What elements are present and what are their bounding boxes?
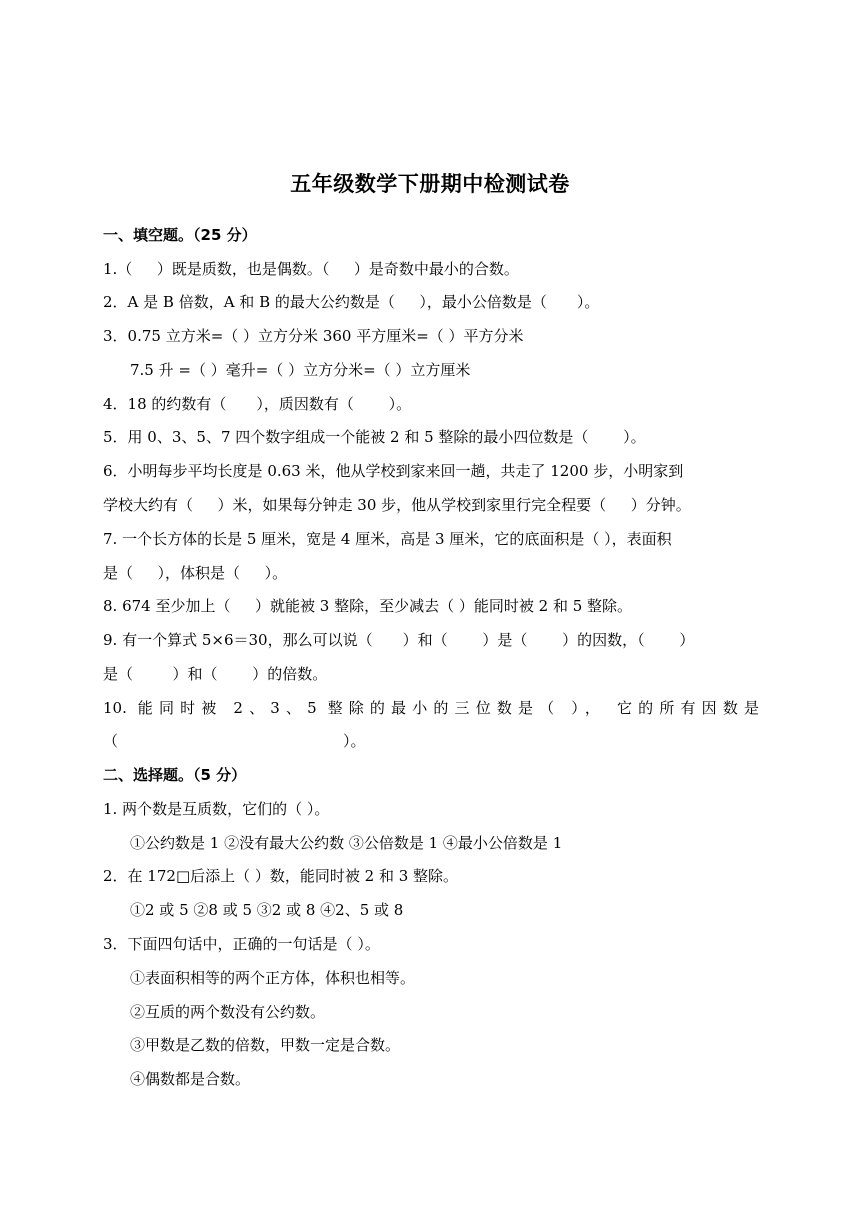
question-line: 是（ ），体积是（ ）。 xyxy=(103,564,288,582)
question-line: 9. 有一个算式 5×6＝30，那么可以说（ ）和（ ）是（ ）的因数，（ ） xyxy=(103,631,695,649)
option-line: ④偶数都是合数。 xyxy=(130,1070,251,1088)
page-title: 五年级数学下册期中检测试卷 xyxy=(290,172,570,196)
question-line: 1. 两个数是互质数，它们的（ ）。 xyxy=(103,800,330,818)
option-line: ①表面积相等的两个正方体，体积也相等。 xyxy=(130,969,416,987)
section-heading-fill-in: 一、填空题。（25 分） xyxy=(103,226,257,244)
question-line: 3．下面四句话中，正确的一句话是（ ）。 xyxy=(103,935,380,953)
question-line: （ ）。 xyxy=(103,732,366,750)
question-line: 4．18 的约数有（ ），质因数有（ ）。 xyxy=(103,395,412,413)
option-line: ②互质的两个数没有公约数。 xyxy=(130,1003,326,1021)
question-line: 是（ ）和（ ）的倍数。 xyxy=(103,665,328,683)
question-line: 2．在 172□后添上（ ）数，能同时被 2 和 3 整除。 xyxy=(103,867,459,885)
section-heading-choice: 二、选择题。（5 分） xyxy=(103,766,247,784)
question-line: 学校大约有（ ）米，如果每分钟走 30 步，他从学校到家里行完全程要（ ）分钟。 xyxy=(103,496,691,514)
question-line: 5．用 0、3、5、7 四个数字组成一个能被 2 和 5 整除的最小四位数是（ ）。 xyxy=(103,428,646,446)
question-line: 6．小明每步平均长度是 0.63 米，他从学校到家来回一趟，共走了 1200 步，小明家到 xyxy=(103,462,684,480)
question-line: 8. 674 至少加上（ ）就能被 3 整除，至少减去（ ）能同时被 2 和 5 整除。 xyxy=(103,597,633,615)
question-line: 7. 一个长方体的长是 5 厘米，宽是 4 厘米，高是 3 厘米，它的底面积是（ ），表面积 xyxy=(103,530,672,548)
question-line: 3．0.75 立方米=（ ）立方分米 360 平方厘米=（ ）平方分米 xyxy=(103,327,524,345)
question-line: 1.（ ）既是质数，也是偶数。（ ）是奇数中最小的合数。 xyxy=(103,260,519,278)
option-line: ①公约数是 1 ②没有最大公约数 ③公倍数是 1 ④最小公倍数是 1 xyxy=(130,834,563,852)
option-line: ①2 或 5 ②8 或 5 ③2 或 8 ④2、5 或 8 xyxy=(130,901,404,919)
question-line: 10. 能同时被 2、3、5 整除的最小的三位数是（ ）， 它的所有因数是 xyxy=(103,699,759,717)
option-line: ③甲数是乙数的倍数，甲数一定是合数。 xyxy=(130,1036,401,1054)
question-line: 7.5 升 =（ ）毫升=（ ）立方分米=（ ）立方厘米 xyxy=(130,361,471,379)
question-line: 2．A 是 B 倍数，A 和 B 的最大公约数是（ ），最小公倍数是（ ）。 xyxy=(103,293,600,311)
